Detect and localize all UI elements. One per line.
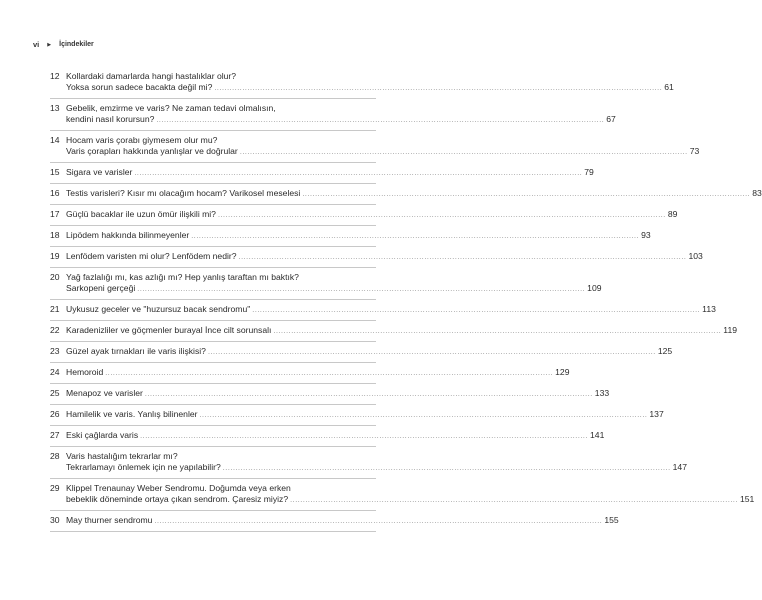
dot-leader [105,368,553,379]
entry-title-line: bebeklik döneminde ortaya çıkan sendrom. Çaresiz miyiz? [66,494,289,504]
entry-title-line: Lenfödem varisten mi olur? Lenfödem nedir? [66,251,237,261]
entry-page-number: 67 [606,114,616,124]
entry-last-line [66,325,737,337]
dot-leader [290,495,738,506]
dot-leader [137,284,585,295]
entry-title-line: kendini nasıl korursun? [66,114,155,124]
entry-last-line [66,304,716,316]
entry-title-line: Yoksa sorun sadece bacakta değil mi? [66,82,213,92]
entry-number: 16 [50,188,60,198]
dot-leader [145,389,593,400]
entry-number: 29 [50,483,60,493]
toc-entry[interactable] [50,226,651,247]
entry-last-line [66,230,651,242]
entry-body [66,167,594,179]
entry-page-number: 125 [657,346,673,356]
section-title: İçindekiler [59,41,94,48]
entry-page-number: 137 [649,409,664,419]
entry-number: 19 [50,251,60,261]
entry-number: 13 [50,103,60,113]
entry-page-number: 119 [723,325,737,335]
entry-title-line: Varis çorapları hakkında yanlışlar ve doğrular [66,146,238,156]
toc-entry[interactable] [50,321,737,342]
entry-last-line [66,209,677,221]
entry-title-line: Sigara ve varisler [66,167,133,177]
entry-page-number: 93 [641,230,651,240]
entry-body [66,388,609,400]
entry-number: 12 [50,71,60,81]
entry-number: 30 [50,515,60,525]
page-header [33,40,94,49]
entry-title-line: Varis hastalığım tekrarlar mı? [66,451,178,461]
toc-entry[interactable] [50,247,703,268]
entry-title-line: Lipödem hakkında bilinmeyenler [66,230,190,240]
toc-entry[interactable] [50,268,602,300]
entry-number: 24 [50,367,60,377]
toc-entry[interactable] [50,184,762,205]
dot-leader [208,347,656,358]
entry-page-number: 79 [584,167,594,177]
entry-body [66,272,602,295]
entry-number: 23 [50,346,60,356]
dot-leader [252,305,700,316]
dot-leader [240,147,688,158]
entry-last-line [66,188,762,200]
entry-number: 15 [50,167,60,177]
dot-leader [302,189,750,200]
entry-last-line [66,367,570,379]
toc-entry[interactable] [50,131,700,163]
entry-title-line: Karadenizliler ve göçmenler burayal İnce cilt sorunsalı [66,325,272,335]
entry-body [66,451,687,474]
entry-body [66,230,651,242]
entry-body [66,430,604,442]
toc-entry[interactable] [50,384,610,405]
entry-title-line: Hemoroid [66,367,104,377]
entry-page-number: 147 [672,462,687,472]
entry-page-number: 73 [689,146,700,156]
entry-last-line [66,251,703,263]
entry-title-line: Testis varisleri? Kısır mı olacağım hocam? Varikosel meselesi [66,188,301,198]
entry-title-line: Klippel Trenaunay Weber Sendromu. Doğumda veya erken [66,483,291,493]
entry-page-number: 61 [664,82,674,92]
toc-entry[interactable] [50,363,570,384]
entry-page-number: 129 [555,367,570,377]
entry-title-line: Hocam varis çorabı giymesem olur mu? [66,135,218,145]
toc-entry[interactable] [50,163,594,184]
entry-last-line [66,146,699,158]
triangle-right-icon: ▶ [47,41,52,48]
entry-number: 25 [50,388,60,398]
toc-entry[interactable] [50,99,616,131]
entry-page-number: 109 [587,283,602,293]
entry-last-line [66,346,672,358]
entry-page-number: 151 [740,494,755,504]
table-of-contents [50,67,762,532]
dot-leader [200,410,648,421]
entry-last-line [66,409,664,421]
entry-page-number: 133 [594,388,610,398]
entry-number: 22 [50,325,60,335]
entry-number: 27 [50,430,60,440]
entry-body [66,515,619,527]
entry-last-line [66,114,616,126]
entry-body [66,251,703,263]
entry-page-number: 113 [702,304,716,314]
entry-page-number: 103 [688,251,703,261]
dot-leader [140,431,588,442]
entry-title-line: Güçlü bacaklar ile uzun ömür ilişkili mi? [66,209,216,219]
dot-leader [214,83,662,94]
entry-body [66,103,616,126]
entry-number: 28 [50,451,60,461]
entry-number: 26 [50,409,60,419]
entry-body [66,346,672,358]
toc-entry[interactable] [50,426,605,447]
entry-number: 18 [50,230,60,240]
entry-title-line: Hamilelik ve varis. Yanlış bilinenler [66,409,198,419]
entry-last-line [66,430,604,442]
dot-leader [273,326,721,337]
entry-title-line: Uykusuz geceler ve "huzursuz bacak sendromu" [66,304,251,314]
entry-last-line [66,82,674,94]
entry-number: 20 [50,272,60,282]
toc-entry[interactable] [50,405,664,426]
entry-body [66,209,677,221]
toc-entry[interactable] [50,67,674,99]
entry-number: 21 [50,304,60,314]
entry-last-line [66,462,687,474]
entry-body [66,188,762,200]
entry-last-line [66,283,602,295]
entry-body [66,325,737,337]
dot-leader [239,252,687,263]
dot-leader [156,115,604,126]
toc-entry[interactable] [50,479,755,511]
entry-page-number: 141 [590,430,605,440]
entry-title-line: Eski çağlarda varis [66,430,139,440]
toc-entry[interactable] [50,342,673,363]
entry-body [66,304,716,316]
entry-last-line [66,515,619,527]
entry-title-line: Yağ fazlalığı mı, kas azlığı mı? Hep yanlış taraftan mı baktık? [66,272,299,282]
dot-leader [218,210,666,221]
toc-entry[interactable] [50,205,678,226]
entry-title-line: Güzel ayak tırnakları ile varis ilişkisi? [66,346,206,356]
dot-leader [223,463,671,474]
entry-body [66,483,754,506]
entry-last-line [66,167,594,179]
toc-entry[interactable] [50,300,716,321]
entry-title-line: Menapoz ve varisler [66,388,143,398]
dot-leader [154,516,602,527]
entry-title-line: May thurner sendromu [66,515,153,525]
entry-body [66,71,674,94]
page-label: vi [33,40,40,49]
entry-last-line [66,388,609,400]
entry-page-number: 83 [752,188,762,198]
toc-entry[interactable] [50,511,619,532]
entry-page-number: 155 [604,515,619,525]
entry-body [66,135,699,158]
entry-body [66,409,664,421]
entry-last-line [66,494,754,506]
dot-leader [191,231,639,242]
entry-title-line: Kollardaki damarlarda hangi hastalıklar olur? [66,71,237,81]
dot-leader [134,168,582,179]
entry-number: 14 [50,135,60,145]
toc-entry[interactable] [50,447,687,479]
entry-number: 17 [50,209,60,219]
entry-title-line: Sarkopeni gerçeği [66,283,136,293]
entry-title-line: Tekrarlamayı önlemek için ne yapılabilir? [66,462,221,472]
entry-body [66,367,570,379]
entry-title-line: Gebelik, emzirme ve varis? Ne zaman tedavi olmalısın, [66,103,276,113]
entry-page-number: 89 [667,209,678,219]
